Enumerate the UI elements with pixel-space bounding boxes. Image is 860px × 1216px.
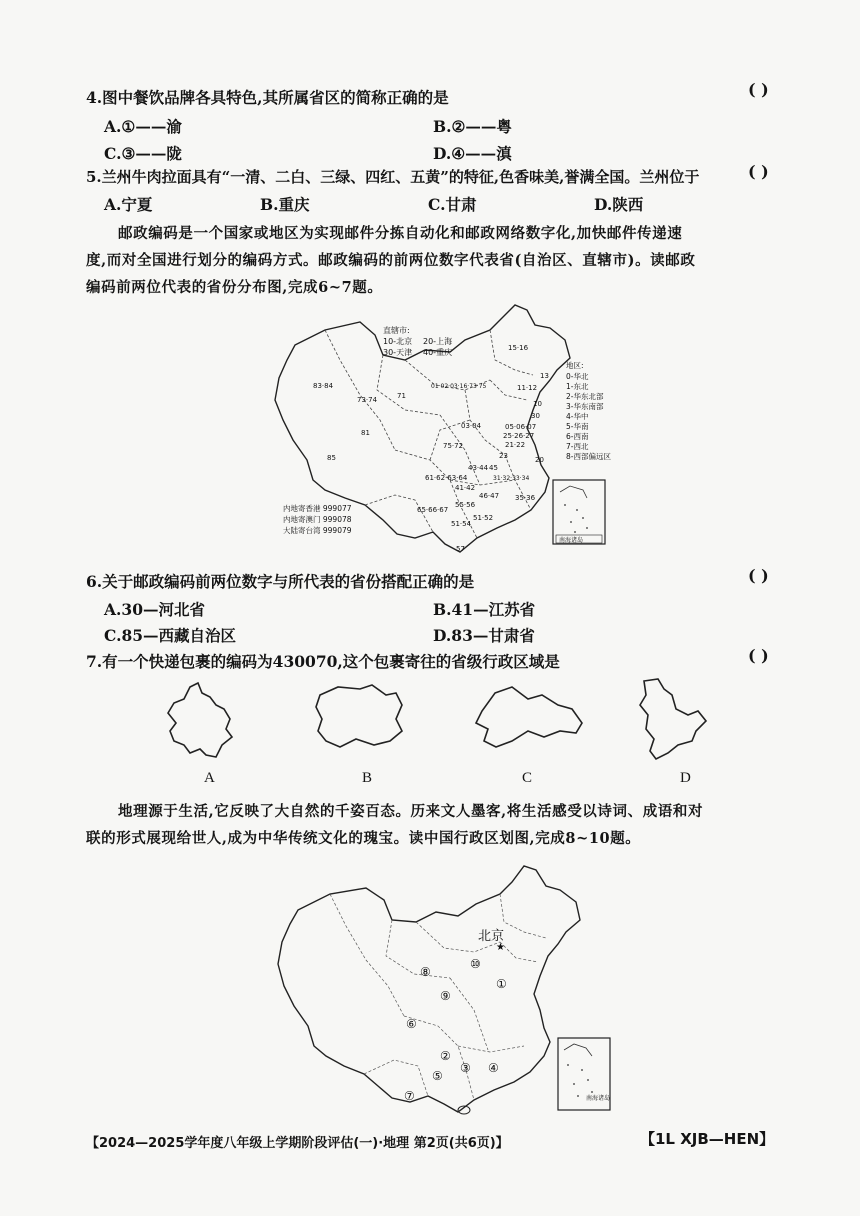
- municipality-item: 30-天津: [383, 348, 413, 357]
- marker-3: ③: [460, 1061, 471, 1075]
- special-codes: [283, 503, 352, 535]
- municipality-item: 40-重庆: [423, 348, 453, 357]
- intro1-line-3: 编码前两位代表的省份分布图,完成6~7题。: [86, 279, 383, 296]
- province-outlines: [150, 675, 730, 775]
- special-code: 大陆寄台湾 999079: [283, 526, 352, 535]
- marker-9: ⑨: [440, 989, 451, 1003]
- marker-1: ①: [496, 977, 507, 991]
- region-legend: [566, 360, 611, 461]
- q6-stem: 6.关于邮政编码前两位数字与所代表的省份搭配正确的是: [86, 572, 475, 591]
- option-label-b: B: [362, 770, 373, 786]
- q4-option-b: B.②——粤: [433, 117, 512, 136]
- marker-5: ⑤: [432, 1069, 443, 1083]
- code-label: 20: [535, 456, 544, 464]
- code-label: 51·54: [451, 520, 472, 528]
- code-label: 25·26·27: [503, 432, 535, 440]
- q5-option-b: B.重庆: [260, 195, 310, 214]
- region-item: 1-东北: [566, 382, 589, 391]
- municipality-legend: [383, 325, 452, 357]
- special-code: 内地寄澳门 999078: [283, 515, 352, 524]
- code-label: 46·47: [479, 492, 500, 500]
- q5-option-d: D.陕西: [594, 195, 644, 214]
- code-label: 10: [533, 400, 542, 408]
- municipality-item: 20-上海: [423, 337, 453, 346]
- marker-4: ④: [488, 1061, 499, 1075]
- code-label: 51·52: [473, 514, 494, 522]
- region-item: 4-华中: [566, 412, 589, 421]
- south-china-sea-inset: [553, 480, 605, 544]
- marker-7: ⑦: [404, 1089, 415, 1103]
- municipality-item: 10-北京: [383, 337, 413, 346]
- q5-stem: 5.兰州牛肉拉面具有“一清、二白、三绿、四红、五黄”的特征,色香味美,誉满全国。兰州位于: [86, 168, 700, 186]
- inset-label-2: 南海诸岛: [586, 1095, 611, 1102]
- code-label: 11·12: [517, 384, 538, 392]
- code-label: 30: [531, 412, 540, 420]
- code-label: 81: [361, 429, 370, 437]
- code-label: 61·62·63·64: [425, 474, 468, 482]
- q4-option-c: C.③——陇: [104, 144, 182, 163]
- q6-option-c: C.85—西藏自治区: [104, 626, 237, 645]
- map-markers: [404, 957, 507, 1103]
- region-item: 3-华东南部: [566, 402, 604, 411]
- code-label: 23: [499, 452, 508, 460]
- province-outline-b: [316, 685, 402, 747]
- code-label: 57: [456, 545, 465, 553]
- code-label: 13: [540, 372, 549, 380]
- code-label: 85: [327, 454, 336, 462]
- code-label: 73·74: [357, 396, 378, 404]
- q5-option-c: C.甘肃: [428, 195, 477, 214]
- code-label: 65·66·67: [417, 506, 449, 514]
- capital-star-icon: ★: [496, 942, 505, 953]
- marker-10: ⑩: [470, 957, 481, 971]
- code-label: 03·04: [461, 422, 482, 430]
- q4-option-a: A.①——渝: [104, 117, 182, 136]
- option-label-a: A: [204, 770, 215, 786]
- option-label-d: D: [680, 770, 691, 786]
- footer-exam-info: 【2024—2025学年度八年级上学期阶段评估(一)·地理 第2页(共6页)】: [86, 1136, 509, 1151]
- code-label: 31·32·33·34: [493, 475, 530, 482]
- intro2-line-2: 联的形式展现给世人,成为中华传统文化的瑰宝。读中国行政区划图,完成8~10题。: [86, 830, 641, 847]
- marker-6: ⑥: [406, 1017, 417, 1031]
- postal-code-map: [265, 300, 645, 565]
- inset-label: 南海诸岛: [559, 537, 584, 544]
- q7-stem: 7.有一个快递包裹的编码为430070,这个包裹寄往的省级行政区域是: [86, 652, 560, 671]
- code-label: 15·16: [508, 344, 529, 352]
- code-label: 41·42: [455, 484, 476, 492]
- province-outline-d: [640, 679, 706, 759]
- q5-answer-paren: ( ): [748, 162, 769, 181]
- footer-code: 【1L XJB—HEN】: [640, 1130, 775, 1148]
- marker-8: ⑧: [420, 965, 431, 979]
- capital-label: 北京: [478, 929, 505, 944]
- region-item: 6-西南: [566, 432, 589, 441]
- code-label: 75·72: [443, 442, 464, 450]
- code-label: 35·36: [515, 494, 536, 502]
- intro1-line-2: 度,而对全国进行划分的编码方式。邮政编码的前两位数字代表省(自治区、直辖市)。读邮政: [86, 252, 696, 269]
- q4-option-d: D.④——滇: [433, 144, 512, 163]
- code-label: 83·84: [313, 382, 334, 390]
- municipality-title: 直辖市:: [383, 326, 410, 335]
- code-label: 71: [397, 392, 406, 400]
- region-item: 7-西北: [566, 442, 589, 451]
- special-code: 内地寄香港 999077: [283, 504, 352, 513]
- q6-option-b: B.41—江苏省: [433, 600, 536, 619]
- q4-stem: 4.图中餐饮品牌各具特色,其所属省区的简称正确的是: [86, 88, 449, 107]
- intro2-line-1: 地理源于生活,它反映了大自然的千姿百态。历来文人墨客,将生活感受以诗词、成语和对: [118, 803, 704, 820]
- province-outline-a: [168, 683, 232, 757]
- q5-option-a: A.宁夏: [104, 195, 153, 214]
- region-item: 0-华北: [566, 372, 589, 381]
- code-label: 43·44: [468, 464, 489, 472]
- code-label: 01·02·03·16·73·75: [431, 383, 487, 390]
- option-label-c: C: [522, 770, 533, 786]
- region-item: 5-华南: [566, 422, 589, 431]
- code-label: 05·06·07: [505, 423, 537, 431]
- q7-answer-paren: ( ): [748, 646, 769, 665]
- q6-option-d: D.83—甘肃省: [433, 626, 535, 645]
- code-label: 45: [489, 464, 498, 472]
- intro1-line-1: 邮政编码是一个国家或地区为实现邮件分拣自动化和邮政网络数字化,加快邮件传递速: [118, 225, 683, 242]
- south-china-sea-inset-2: [558, 1038, 610, 1110]
- china-admin-map: [268, 860, 618, 1120]
- province-outline-c: [476, 687, 582, 747]
- q4-answer-paren: ( ): [748, 80, 769, 99]
- q6-answer-paren: ( ): [748, 566, 769, 585]
- region-item: 8-西部偏远区: [566, 452, 611, 461]
- marker-2: ②: [440, 1049, 451, 1063]
- region-item: 2-华东北部: [566, 392, 604, 401]
- code-label: 55·56: [455, 501, 476, 509]
- q6-option-a: A.30—河北省: [104, 600, 205, 619]
- region-title: 地区:: [566, 361, 584, 370]
- code-label: 21·22: [505, 441, 526, 449]
